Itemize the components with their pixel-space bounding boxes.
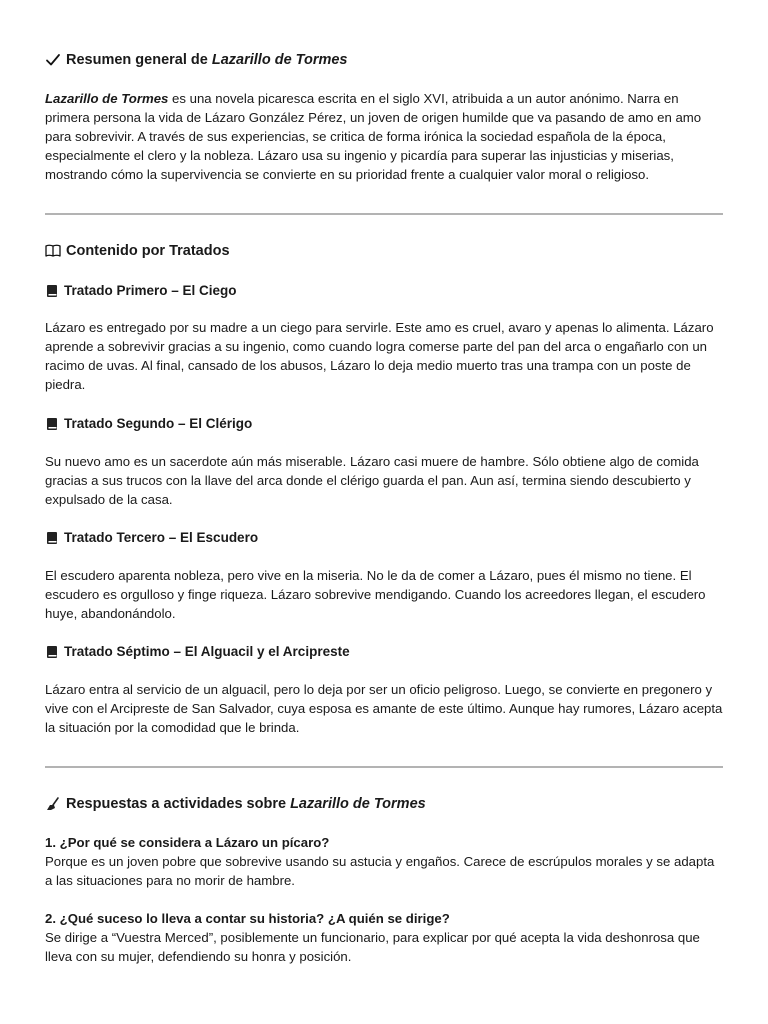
book-icon	[45, 531, 59, 545]
tratado-title	[45, 282, 725, 300]
tratado-text: Su nuevo amo es un sacerdote aún más miserable. Lázaro casi muere de hambre. Sólo obtiene algo de comida gracias a sus trucos con la llave del arca donde el clérigo guarda el pan. Aun así, termina siendo descubierto y expulsado de la casa.	[45, 454, 699, 507]
tratado-title-text: Tratado Primero – El Ciego	[64, 283, 237, 298]
tratado-text: El escudero aparenta nobleza, pero vive en la miseria. No le da de comer a Lázaro, pues él mismo no tiene. El escudero es orgulloso y finge riqueza. Lázaro sobrevive mendigando. Cuando los acreedores llegan, el escudero huye, abandonándolo.	[45, 568, 706, 621]
contents-heading	[45, 242, 725, 260]
tratado-title	[45, 643, 725, 661]
tratado-title-text: Tratado Tercero – El Escudero	[64, 530, 259, 545]
check-icon	[45, 52, 61, 68]
tratado-title-text: Tratado Segundo – El Clérigo	[64, 416, 253, 431]
tratado-text: Lázaro es entregado por su madre a un ciego para servirle. Este amo es cruel, avaro y apenas lo alimenta. Lázaro aprende a sobrevivir gracias a su ingenio, como cuando logra comerse parte del pan del arca o engañarlo con un racimo de uvas. Al final, cansado de los abusos, Lázaro lo deja medio muerto tras una trampa con un poste de piedra.	[45, 320, 714, 392]
open-book-icon	[45, 243, 61, 259]
question: 1. ¿Por qué se considera a Lázaro un pícaro?	[45, 835, 330, 850]
book-icon	[45, 284, 59, 298]
answers-heading-prefix: Respuestas a actividades sobre	[66, 796, 291, 812]
tratado-title	[45, 529, 725, 547]
tratado-title	[45, 415, 725, 433]
summary-heading-title: Lazarillo de Tormes	[211, 52, 348, 68]
answer: Porque es un joven pobre que sobrevive usando su astucia y engaños. Carece de escrúpulos morales y se adapta a las situaciones para no morir de hambre.	[45, 854, 715, 888]
summary-intro-title: Lazarillo de Tormes	[45, 91, 169, 106]
answers-heading	[45, 795, 725, 813]
writing-hand-icon	[45, 796, 61, 812]
tratado-text: Lázaro entra al servicio de un alguacil, pero lo deja por ser un oficio peligroso. Luego, se convierte en pregonero y vive con el Arcipreste de San Salvador, cuya esposa es amante de este último. Aunque hay rumores, Lázaro acepta la situación por la comodidad que le brinda.	[45, 682, 723, 735]
summary-heading	[45, 51, 725, 69]
contents-heading-text: Contenido por Tratados	[66, 243, 230, 259]
tratado-title-text: Tratado Séptimo – El Alguacil y el Arcipreste	[64, 644, 350, 659]
book-icon	[45, 645, 59, 659]
book-icon	[45, 417, 59, 431]
answers-heading-title: Lazarillo de Tormes	[290, 796, 426, 812]
answer: Se dirige a “Vuestra Merced”, posiblemente un funcionario, para explicar por qué acepta la vida deshonrosa que lleva con su mujer, defendiendo su honra y posición.	[45, 930, 700, 964]
question: 2. ¿Qué suceso lo lleva a contar su historia? ¿A quién se dirige?	[45, 911, 450, 926]
summary-paragraph	[45, 89, 725, 184]
section-divider	[45, 766, 723, 768]
summary-intro-text: es una novela picaresca escrita en el siglo XVI, atribuida a un autor anónimo. Narra en primera persona la vida de Lázaro González Pérez, un joven de origen humilde que va pasando de amo en amo para sobrevivir. A través de sus experiencias, se critica de forma irónica la sociedad española de la época, especialmente el clero y la nobleza. Lázaro usa su ingenio y picardía para superar las injusticias y miserias, mostrando cómo la supervivencia se convierte en su prioridad frente a cualquier valor moral o religioso.	[45, 91, 702, 182]
section-divider	[45, 213, 723, 215]
summary-heading-prefix: Resumen general de	[66, 52, 212, 68]
